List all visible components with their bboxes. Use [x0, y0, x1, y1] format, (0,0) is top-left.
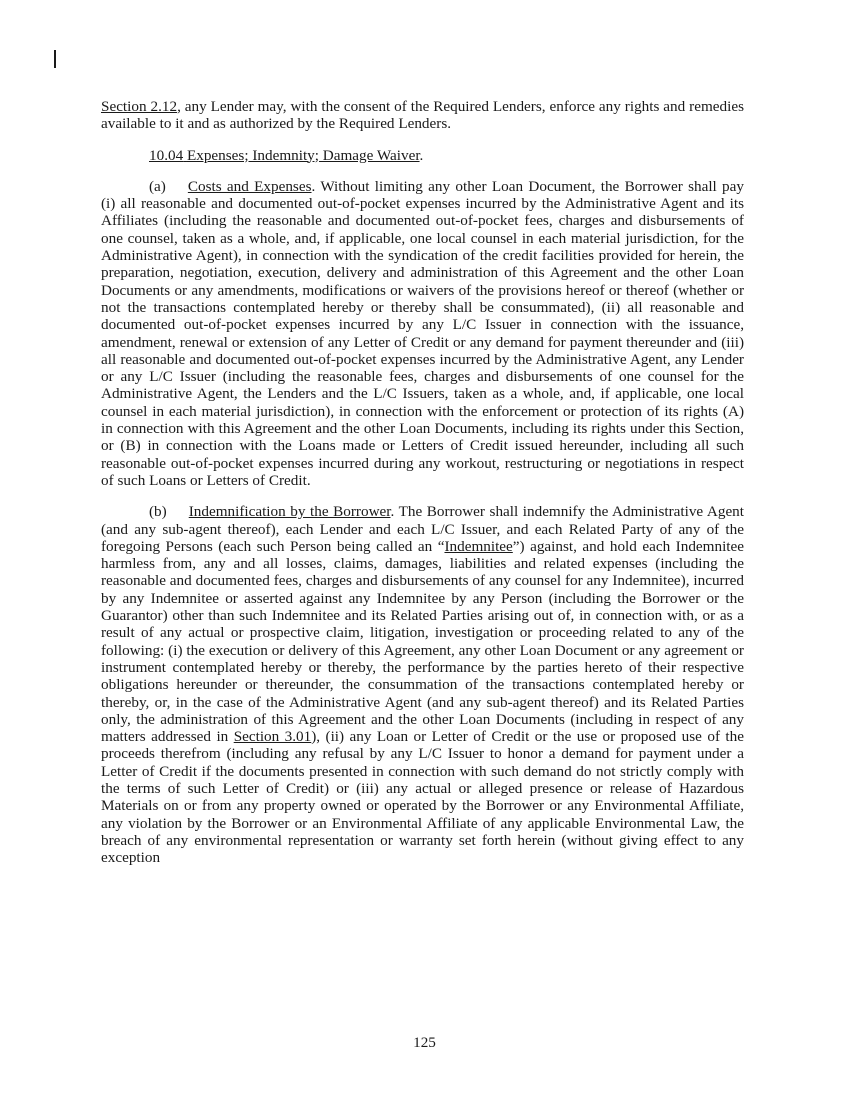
paragraph-b-text-2: ”) against, and hold each Indemnitee harmless from, any and all losses, claims, damages, liabilities and related expenses (including the reasonable and documented fees, charges and disbursements of any counsel for any Indemnitee), incurred by any Indemnitee or asserted against any Indemnitee by any Person (including the Borrower or the Guarantor) other than such Indemnitee and its Related Parties arising out of, in connection with, or as a result of any actual or prospective claim, litigation, investigation or proceeding related to any of the following: (i) the execution or delivery of this Agreement, any other Loan Document or any agreement or instrument contemplated hereby or thereby, the performance by the parties hereto of their respective obligations hereunder or thereunder, the consummation of the transactions contemplated hereby or thereby, or, in the case of the Administrative Agent (and any sub-agent thereof) and its Related Parties only, the administration of this Agreement and the other Loan Documents (including in respect of any matters addressed in	[101, 537, 744, 746]
section-title-end: .	[419, 146, 424, 164]
section-heading	[101, 147, 744, 164]
paragraph-b-text-1: The Borrower shall indemnify the Administrative Agent (and any sub-agent thereof), each Lender and each L/C Issuer, and each Related Party of any of the foregoing Persons (each such Person being called an “	[101, 503, 744, 555]
section-2-12-link[interactable]: Section 2.12	[101, 98, 178, 115]
section-number: 10.04	[149, 146, 184, 164]
document-page	[101, 98, 744, 880]
paragraph-a-heading-end: .	[311, 177, 316, 195]
revision-bar	[54, 50, 56, 68]
paragraph-a	[101, 178, 744, 489]
indemnitee-defined-term: Indemnitee	[444, 537, 513, 555]
paragraph-b-heading: Indemnification by the Borrower	[188, 503, 391, 521]
paragraph-b-label: (b)	[149, 503, 167, 521]
paragraph-a-text: Without limiting any other Loan Document, the Borrower shall pay (i) all reasonable and documented out-of-pocket expenses incurred by the Administrative Agent and its Affiliates (including the reasonable and documented out-of-pocket fees, charges and disbursements of one counsel, taken as a whole, and, if applicable, one local counsel in each material jurisdiction, for the Administrative Agent), in connection with the syndication of the credit facilities provided for herein, the preparation, negotiation, execution, delivery and administration of this Agreement and the other Loan Documents or any amendments, modifications or waivers of the provisions hereof or thereof (whether or not the transactions contemplated hereby or thereby shall be consummated), (ii) all reasonable and documented out-of-pocket expenses incurred by any L/C Issuer in connection with the issuance, amendment, renewal or extension of any Letter of Credit or any demand for payment thereunder and (iii) all reasonable and documented out-of-pocket expenses incurred by the Administrative Agent, any Lender or any L/C Issuer (including the reasonable fees, charges and disbursements of one counsel for the Administrative Agent, the Lenders and the L/C Issuers, taken as a whole, and, if applicable, one local counsel in each material jurisdiction), in connection with the enforcement or protection of its rights (A) in connection with this Agreement and the other Loan Documents, including its rights under this Section, or (B) in connection with the Loans made or Letters of Credit issued hereunder, including all such reasonable out-of-pocket expenses incurred during any workout, restructuring or negotiations in respect of such Loans or Letters of Credit.	[101, 177, 744, 489]
section-title: Expenses; Indemnity; Damage Waiver	[186, 146, 420, 164]
paragraph-b	[101, 503, 744, 866]
paragraph-a-heading: Costs and Expenses	[187, 177, 312, 195]
paragraph-b-heading-end: .	[390, 503, 395, 521]
intro-paragraph	[101, 98, 744, 133]
page-number: 125	[413, 1034, 436, 1051]
paragraph-b-text-3: ), (ii) any Loan or Letter of Credit or the use or proposed use of the proceeds therefrom (including any refusal by any L/C Issuer to honor a demand for payment under a Letter of Credit if the documents presented in connection with such demand do not strictly comply with the terms of such Letter of Credit) or (iii) any actual or alleged presence or release of Hazardous Materials on or from any property owned or operated by the Borrower or any Environmental Affiliate, any violation by the Borrower or an Environmental Affiliate of any applicable Environmental Law, the breach of any environmental representation or warranty set forth herein (without giving effect to any exception	[101, 728, 744, 867]
intro-text: , any Lender may, with the consent of the Required Lenders, enforce any rights and remedies available to it and as authorized by the Required Lenders.	[101, 98, 744, 133]
section-3-01-link[interactable]: Section 3.01	[233, 728, 312, 746]
section-heading-underlined	[149, 147, 420, 164]
paragraph-a-label: (a)	[149, 177, 166, 195]
